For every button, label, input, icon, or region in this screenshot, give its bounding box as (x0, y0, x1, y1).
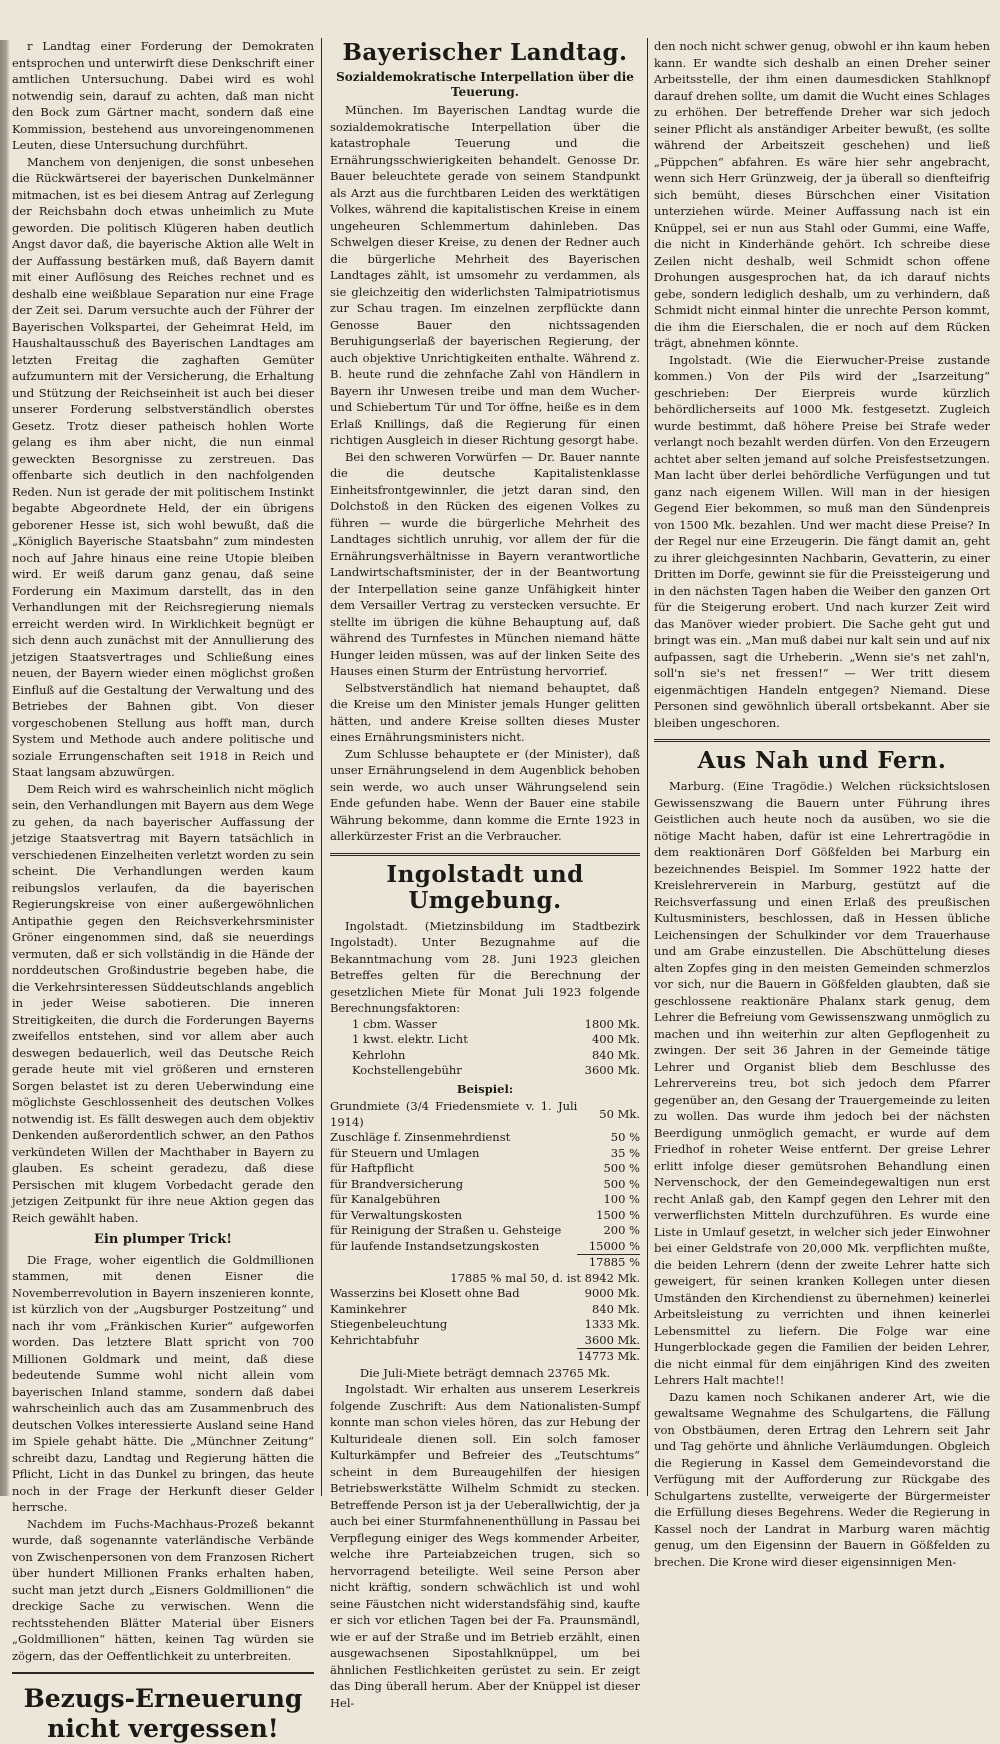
row-value: 840 Mk. (591, 1301, 640, 1316)
column-rule (321, 38, 322, 1496)
table-row (330, 1130, 640, 1146)
column-rule (647, 38, 648, 1496)
percent-total: 17885 % (577, 1255, 640, 1271)
table-row (330, 1099, 640, 1130)
table-row (330, 1063, 640, 1079)
row-value: 100 % (603, 1192, 640, 1206)
row-label: Stiegenbeleuchtung (330, 1317, 448, 1331)
table-row (330, 1192, 640, 1208)
row-label: Grundmiete (3/4 Friedensmiete v. 1. Juli 1914) (330, 1099, 578, 1129)
column-right (654, 38, 990, 1569)
row-value: 9000 Mk. (584, 1286, 640, 1300)
paragraph: Bei den schweren Vorwürfen — Dr. Bauer nannte die die deutsche Kapitalistenklasse Einheitsfrontgewinnler, die jetzt daran sind, den Dolchstoß in den Rücken des eigenen Volkes zu führen — wurde die bürgerliche Mehrheit des Landtages sichtlich unruhig, vor allem der für die Ernährungsverhältnisse in Bayern verantwortliche Landwirtschaftsminister, der in der Beantwortung der Interpellation seine ganze Unfähigkeit hinter dem Versailler Vertrag zu verstecken versuchte. Er stellte im übrigen die kühne Behauptung auf, daß während des Turnfestes in München niemand hätte Hunger leiden müssen, was auf der linken Seite des Hauses einen Sturm der Entrüstung hervorrief. (330, 449, 640, 678)
paragraph: r Landtag einer Forderung der Demokraten entsprochen und unterwirft diese Denkschrift einer amtlichen Untersuchung. Dabei wird es wohl notwendig sein, darauf zu achten, daß man nicht den Bock zum Gärtner macht, sondern daß eine Kommission, bestehend aus unvoreingenommenen Leuten, diese Untersuchung durchführt. (12, 39, 314, 152)
table-row (330, 1239, 640, 1255)
paragraph: Zum Schlusse behauptete er (der Minister), daß unser Ernährungselend in dem Augenblick behoben sein werde, wo auch unser Währungselend sein Ende gefunden habe. Wenn der Bauer eine stabile Währung bekomme, dann komme die Ernte 1923 in allerkürzester Frist an die Verbraucher. (330, 746, 640, 843)
divider (330, 853, 640, 856)
calculation-line: 17885 % mal 50, d. ist 8942 Mk. (450, 1270, 640, 1285)
row-label: für Kanalgebühren (330, 1192, 441, 1206)
row-label: 1 cbm. Wasser (352, 1016, 437, 1031)
row-label: Kehrichtabfuhr (330, 1332, 419, 1347)
table-row (330, 1286, 640, 1302)
row-value: 50 Mk. (599, 1106, 640, 1121)
row-value: 200 % (603, 1223, 640, 1237)
table-row (330, 1208, 640, 1224)
paragraph: Ingolstadt. Wir erhalten aus unserem Leserkreis folgende Zuschrift: Aus dem Nationalisten-Sumpf konnte man schon vieles hören, das zur Hebung der Kulturideale dienen soll. Ein solch famoser Kulturkämpfer und Befreier des „Teutschtums“ scheint in dem Bureaugehilfen der hiesigen Betriebswerkstätte Wilhelm Schmidt zu stecken. Betreffende Person ist ja der Ueberallwichtig, der ja auch bei einer Sturmfahnenenthüllung in Passau bei Verpflegung einiger des Wegs kommender Arbeiter, welche ihre Parteiabzeichen trugen, sich so hervorragend beteiligte. Weil seine Person aber nicht kräftig, sondern schwächlich ist und wohl seine Fäustchen nicht widerstandsfähig sind, kaufte er sich vor etlichen Tagen bei der Fa. Praunsmändl, wie er auf der Straße und im Betrieb erzählt, einen ausgewachsenen Sipostahlknüppel, um bei ähnlichen Festlichkeiten gerüstet zu sein. Er zeigt das Ding überall herum. Aber der Knüppel ist dieser Hel- (330, 1382, 640, 1710)
row-value: 35 % (610, 1145, 640, 1160)
paragraph: Die Frage, woher eigentlich die Goldmillionen stammen, mit denen Eisner die Novemberrevolution in Bayern inszenieren konnte, ist kürzlich von der „Augsburger Postzeitung“ und nach ihr vom „Fränkischen Kurier“ aufgeworfen worden. Das letztere Blatt spricht von 700 Millionen Goldmark und meint, daß diese bedeutende Summe wohl nicht allein vom bayerischen Inland stamme, sondern daß dabei wahrscheinlich auch das am Zusammenbruch des deutschen Volkes interessierte Ausland seine Hand im Spiele gehabt hätte. Die „Münchner Zeitung“ schreibt dazu, Landtag und Regierung hätten die Pflicht, Licht in das Dunkel zu bringen, das heute noch in der Frage der Herkunft dieser Gelder herrsche. (12, 1252, 314, 1514)
binding-edge (0, 40, 10, 1496)
row-label: Kaminkehrer (330, 1301, 407, 1316)
extra-total: 14773 Mk. (577, 1349, 640, 1363)
column-left (12, 38, 314, 1743)
row-value: 50 % (610, 1130, 640, 1144)
row-label: 1 kwst. elektr. Licht (352, 1032, 468, 1046)
table-row (330, 1048, 640, 1064)
row-value: 15000 % (588, 1238, 640, 1253)
paragraph: Ingolstadt. (Mietzinsbildung im Stadtbezirk Ingolstadt). Unter Bezugnahme auf die Bekanntmachung vom 28. Juni 1923 gleichen Betreffes gelten für die Berechnung der gesetzlichen Miete für Monat Juli 1923 folgende Berechnungsfaktoren: (330, 918, 640, 1015)
row-label: Kochstellengebühr (352, 1063, 462, 1077)
table-row (330, 1017, 640, 1033)
paragraph: Ingolstadt. (Wie die Eierwucher-Preise zustande kommen.) Von der Pils wird der „Isarzeitung“ geschrieben: Der Eierpreis wurde kürzlich behördlicherseits auf 1000 Mk. festgesetzt. Zugleich wurde bestimmt, daß höhere Preise bei Strafe weder verlangt noch bezahlt werden dürfen. Von den Erzeugern achtet aber selten jemand auf solche Preisfestsetzungen. Man lacht über derlei behördliche Verfügungen und tut ganz nach eigenem Willen. Will man in der hiesigen Gegend Eier bekommen, so muß man den Sündenpreis von 1500 Mk. bezahlen. Und wer macht diese Preise? In der Regel nur eine Erzeugerin. Die fängt damit an, geht zu ihrer gleichgesinnten Nachbarin, Gevatterin, zu einer Dritten im Dorfe, gewinnt sie für die Preissteigerung und in den nächsten Tagen haben die Weiber den ganzen Ort für die Steigerung erobert. Und nach kurzer Zeit wird das Manöver wieder probiert. Die Sache geht gut und bringt was ein. „Man muß dabei nur kalt sein und auf nix aufpassen, sagt die Urheberin. „Wenn sie's net zahl'n, soll'n sie's net fressen!“ — Wer tritt diesem eigenmächtigen Handeln entgegen? Niemand. Diese Personen sind gewöhnlich überall ortsbekannt. Aber sie bleiben ungeschoren. (654, 352, 990, 730)
table-row (330, 1271, 640, 1287)
paragraph: den noch nicht schwer genug, obwohl er ihn kaum heben kann. Er wandte sich deshalb an einen Dreher seiner Arbeitsstelle, der ihm einen daumesdicken Stahlknopf darauf drehen sollte, um damit die Wucht eines Schlages zu erhöhen. Der betreffende Dreher war sich jedoch seiner Pflicht als anständiger Arbeiter bewußt, (es sollte während der Arbeitszeit geschehen) und ließ „Püppchen“ abfahren. Es wäre hier sehr angebracht, wenn sich Herr Grünzweig, der ja überall so dienfteifrig sich bemüht, dieses Bürschchen einer Visitation unterziehen würde. Meiner Auffassung nach ist ein Knüppel, sei er nun aus Stahl oder Gummi, eine Waffe, die nicht in Kinderhände gehört. Ich schreibe diese Zeilen nicht deshalb, weil Schmidt schon offene Drohungen ausgesprochen hat, da ich darauf nichts gebe, sondern lediglich deshalb, um zu verhindern, daß Schmidt nicht einmal hinter die unrechte Person kommt, die ihm die Eierschalen, die er noch auf dem Rücken trägt, abnehmen könnte. (654, 39, 990, 350)
row-value: 1333 Mk. (584, 1317, 640, 1331)
row-value: 400 Mk. (591, 1032, 640, 1046)
row-value: 840 Mk. (591, 1047, 640, 1062)
row-label: für laufende Instandsetzungskosten (330, 1238, 540, 1253)
example-table (330, 1099, 640, 1365)
row-label: Kehrlohn (352, 1047, 406, 1062)
row-value: 3600 Mk. (584, 1332, 640, 1347)
row-label: für Reinigung der Straßen u. Gehsteige (330, 1223, 562, 1237)
paragraph: Dazu kamen noch Schikanen anderer Art, wie die gewaltsame Wegnahme des Schulgartens, die Fällung von Obstbäumen, deren Ertrag den Lehrern seit Jahr und Tag gehörte und ähnliche Verläumdungen. Obgleich die Regierung in Kassel dem Gemeindevorstand die Verfügung mit der Aufforderung zur Rückgabe des Schulgartens zustellte, verweigerte der Bürgermeister die Erfüllung dieses Begehrens. Weder die Regierung in Kassel noch der Landrat in Marburg waren mächtig genug, um den Eigensinn der Bauern in Gößfelden zu brechen. Die Krone wird dieser eigensinnigen Men- (654, 1389, 990, 1569)
table-row (330, 1177, 640, 1193)
table-row (330, 1333, 640, 1349)
column-middle (330, 38, 640, 1710)
row-value: 500 % (603, 1161, 640, 1175)
divider (654, 739, 990, 742)
paragraph: Nachdem im Fuchs-Machhaus-Prozeß bekannt wurde, daß sogenannte vaterländische Verbände von Zwischenpersonen von dem Franzosen Richert über hundert Millionen Franks erhalten haben, sucht man jetzt durch „Eisners Goldmillionen“ die dreckige Sache zu verwischen. Wenn die rechtsstehenden Blätter Material über Eisners „Goldmillionen“ hätten, keinen Tag würden sie zögern, das der Oeffentlichkeit zu unterbreiten. (12, 1516, 314, 1663)
section-heading: Ein plumper Trick! (94, 1232, 232, 1247)
section-headline: Ingolstadt und Umgebung. (386, 860, 584, 914)
row-label: für Verwaltungskosten (330, 1207, 463, 1222)
section-headline: Aus Nah und Fern. (697, 747, 947, 774)
subscription-banner: Bezugs-Erneuerung nicht vergessen! (23, 1684, 303, 1743)
row-value: 1500 % (596, 1207, 640, 1222)
table-row (330, 1223, 640, 1239)
article-subheadline: Sozialdemokratische Interpellation über die Teuerung. (336, 70, 634, 99)
article-headline: Bayerischer Landtag. (342, 39, 628, 66)
table-row (330, 1161, 640, 1177)
divider (12, 1672, 314, 1674)
paragraph: Dem Reich wird es wahrscheinlich nicht möglich sein, den Verhandlungen mit Bayern aus dem Wege zu gehen, da nach bayerischer Auffassung der jetzige Staatsvertrag mit Bayern tatsächlich in verschiedenen Einzelheiten verletzt worden zu sein scheint. Die Verhandlungen werden kaum reibungslos verlaufen, da die bayerischen Regierungskreise von einer außergewöhnlichen Antipathie gegen den Reichsverkehrsminister Gröner eingenommen sind, daß sie neuerdings vermuten, daß er sich vollständig in die Hände der norddeutschen Großindustrie begeben habe, die die Verkehrsinteressen Süddeutschlands angeblich in jeder Weise sabotieren. Die inneren Streitigkeiten, die durch die Forderungen Bayerns zweifellos entstehen, sind vor allem aber auch deswegen bedauerlich, weil das Deutsche Reich gerade heute mit viel größeren und ernsteren Sorgen belastet ist zu deren Ueberwindung eine möglichste Geschlossenheit des deutschen Volkes notwendig ist. Es fällt deswegen auch dem objektiv Denkenden außerordentlich schwer, an den Pathos verkündeten Willen der Machthaber in Bayern zu glauben. Es scheint geradezu, daß diese Persischen mit klugem Vorbedacht gerade den jetzigen Zeitpunkt für ihre neue Aktion gegen das Reich gewählt haben. (12, 781, 314, 1225)
table-row (330, 1302, 640, 1318)
row-label: Zuschläge f. Zinsenmehrdienst (330, 1130, 511, 1144)
row-label: Wasserzins bei Klosett ohne Bad (330, 1286, 520, 1300)
table-row (330, 1146, 640, 1162)
row-value: 500 % (603, 1176, 640, 1191)
rent-result: Die Juli-Miete beträgt demnach 23765 Mk. (359, 1365, 611, 1380)
paragraph: Manchem von denjenigen, die sonst unbesehen die Rückwärtserei der bayerischen Dunkelmänner mitmachen, ist es bei diesem Antrag auf Zerlegung der Reichsbahn doch etwas unheimlich zu Mute geworden. Die politisch Klügeren haben deutlich Angst davor daß, die bayerische Aktion alle Welt in der Auffassung bestärken muß, daß Bayern damit mit einer Auflösung des Reiches rechnet und es deshalb eine weißblaue Separation nur eine Frage der Zeit sei. Darum versuchte auch der Führer der Bayerischen Volkspartei, der Geheimrat Held, im Haushaltausschuß des Bayerischen Landtages am letzten Freitag die zaghaften Gemüter aufzumuntern mit der Versicherung, die Erhaltung und Stützung der Reichseinheit ist auch bei dieser unserer Forderung selbstverständlich oberstes Gesetz. Trotz dieser patheisch hohlen Worte gelang es ihm aber nicht, die nun einmal geweckten Besorgnisse zu zerstreuen. Das offenbarte sich deutlich in den nachfolgenden Reden. Nun ist gerade der mit politischem Instinkt begabte Abgeordnete Held, der ein übrigens geborener Hesse ist, sich wohl bewußt, daß die „Königlich Bayerische Staatsbahn“ zum mindesten noch auf Jahre hinaus eine reine Utopie bleiben wird. Er weiß darum ganz genau, daß seine Forderung ein Maximum darstellt, das in den Verhandlungen mit der Reichsregierung niemals erreicht werden wird. In Wirklichkeit begnügt er sich denn auch zunächst mit der Annullierung des jetzigen Staatsvertrages und Schließung eines neuen, der Bayern wieder einen möglichst großen Einfluß auf die Gestaltung der Verwaltung und des Betriebes der Bahnen gibt. Von dieser vorgeschobenen Stellung aus hofft man, durch System und Methode auch andere politische und soziale Errungenschaften seit 1918 in Reich und Staat langsam abzuwürgen. (12, 154, 314, 779)
factors-table (330, 1017, 640, 1079)
row-value: 1800 Mk. (584, 1016, 640, 1031)
paragraph: München. Im Bayerischen Landtag wurde die sozialdemokratische Interpellation über die katastrophale Teuerung und die Ernährungsschwierigkeiten behandelt. Genosse Dr. Bauer beleuchtete gerade von seinem Standpunkt als Arzt aus die furchtbaren Leiden des werktätigen Volkes, während die kapitalistischen Kreise in einem ungeheuren Schlemmertum dahinleben. Das Schwelgen dieser Kreise, zu denen der Redner auch die bürgerliche Mehrheit des Bayerischen Landtages zählt, ist umsomehr zu verdammen, als sie gleichzeitig den widerlichsten Talmipatriotismus zur Schau tragen. Im einzelnen zerpflückte dann Genosse Bauer den nichtssagenden Beruhigungserlaß der bayerischen Regierung, der auch objektive Unrichtigkeiten enthalte. Während z. B. heute rund die zehnfache Zahl von Händlern in Bayern ihr Unwesen treibe und man dem Wucher- und Schiebertum Tür und Tor öffne, heiße es in dem Erlaß Knillings, daß die Regierung für einen richtigen Ausgleich in dieser Richtung gesorgt habe. (330, 103, 640, 447)
table-row (330, 1349, 640, 1365)
table-row (330, 1255, 640, 1271)
row-label: für Steuern und Umlagen (330, 1145, 480, 1160)
row-value: 3600 Mk. (584, 1063, 640, 1077)
row-label: für Haftpflicht (330, 1161, 414, 1175)
table-row (330, 1032, 640, 1048)
example-heading: Beispiel: (456, 1081, 514, 1096)
paragraph: Marburg. (Eine Tragödie.) Welchen rücksichtslosen Gewissenszwang die Bauern unter Führung ihres Geistlichen auch heute noch da ausüben, wo sie die nötige Macht haben, dafür ist eine Lehrertragödie in dem reaktionären Dorf Gößfelden bei Marburg ein bezeichnendes Beispiel. Im Sommer 1922 hatte der Kreislehrerverein in Marburg, gestützt auf die Reichsverfassung und einen Erlaß des preußischen Kultusministers, beschlossen, daß in Hessen übliche Leichensingen der Schulkinder vor dem Trauerhause und am Grabe einzustellen. Die Abschüttelung dieses alten Zopfes ging in den meisten Gemeinden schmerzlos vor sich, nur die Bauern in Gößfelden glaubten, daß sie geschlossene reaktionäre Phalanx stark genug, dem Lehrer die Befreiung vom Gewissenszwang unmöglich zu machen und ihn weiterhin zur alten Gepflogenheit zu zwingen. Der seit 36 Jahren in der Gemeinde tätige Lehrer und Organist blieb dem Beschlusse des Lehrervereins treu, bot sich jedoch dem Pfarrer gegenüber an, den Gesang der Trauergemeinde zu leiten zu wollen. Das wurde ihm jedoch bei der nächsten Beerdigung unmöglich gemacht, er wurde auf dem Friedhof in roheter Weise entfernt. Der greise Lehrer erlitt infolge dieser gemütsrohen Behandlung einen Nervenschock, der den Gemeindegewaltigen nun erst recht Anlaß gab, den Kampf gegen den Lehrer mit den verwerflichsten Mitteln durchzuführen. Es wurde eine Liste in Umlauf gesetzt, in welcher sich jeder Einwohner bei einer Geldstrafe von 20,000 Mk. verpflichten mußte, die beiden Lehrern (denn der zweite Lehrer hatte sich geweigert, für seinen kranken Kollegen unter diesen Umständen den Kirchendienst zu übernehmen) keinerlei Arbeitsleistung zu verrichten und ihnen keinerlei Lebensmittel zu liefern. Die Folge war eine Hungerblockade gegen die Familien der beiden Lehrer, die nicht einmal für dem einjährigen Kind des zweiten Lehrers Halt machte!! (654, 779, 990, 1387)
table-row (330, 1317, 640, 1333)
paragraph: Selbstverständlich hat niemand behauptet, daß die Kreise um den Minister jemals Hunger gelitten hätten, und andere Kreise sollten dieses Muster eines Ernährungsministers nicht. (330, 680, 640, 744)
row-label: für Brandversicherung (330, 1176, 464, 1191)
